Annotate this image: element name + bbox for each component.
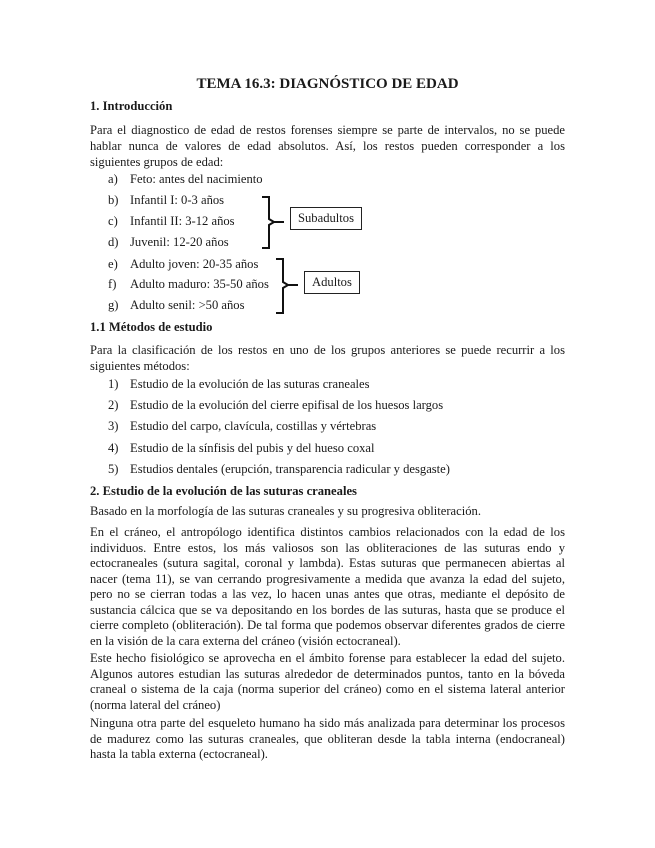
section-heading-metodos: 1.1 Métodos de estudio (90, 320, 213, 334)
list-item: 1) Estudio de la evolución de las suturas craneales (108, 377, 370, 391)
list-item: 3) Estudio del carpo, clavícula, costillas y vértebras (108, 419, 377, 433)
bracket-subadults (262, 197, 274, 248)
bracket-adults (276, 259, 288, 313)
paragraph: En el cráneo, el antropólogo identifica distintos cambios relacionados con la edad de los individuos. Entre estos, los más valiosos son las obliteraciones de las suturas endo y ectocraneales (sutura sagital, coronal y lambda). Estas suturas que permanecen abiertas al nacer (tema 11), se van cerrando progresivamente a medida que avanza la edad del sujeto, pero no se cierran todas a las vez, lo hacen unas antes que otras, mediante el depósito de sustancia cálcica que se va depositando en los bordes de las suturas, hasta que se produce el cierre completo (obliteración). De tal forma que podemos observar diferentes grados de cierre en la visión de la cara externa del cráneo (visión ectocraneal). (90, 525, 565, 648)
list-item: c) Infantil II: 3-12 años (108, 214, 235, 228)
list-item: a) Feto: antes del nacimiento (108, 172, 263, 186)
list-item: e) Adulto joven: 20-35 años (108, 257, 259, 271)
paragraph: Este hecho fisiológico se aprovecha en el ámbito forense para establecer la edad del sujeto. Algunos autores estudian las suturas alrededor de determinados puntos, tanto en la bóveda craneal o sistema de la caja (norma superior del cráneo) como en el sistema lateral anterior (norma lateral del cráneo) (90, 651, 565, 712)
subadults-box: Subadultos (290, 207, 362, 230)
adults-box: Adultos (304, 271, 360, 294)
section-heading-suturas: 2. Estudio de la evolución de las suturas craneales (90, 484, 357, 498)
paragraph: Basado en la morfología de las suturas craneales y su progresiva obliteración. (90, 504, 481, 518)
list-item: b) Infantil I: 0-3 años (108, 193, 225, 207)
list-item: 5) Estudios dentales (erupción, transparencia radicular y desgaste) (108, 462, 450, 476)
intro-paragraph: Para el diagnostico de edad de restos forenses siempre se parte de intervalos, no se puede hablar nunca de valores de edad absolutos. Así, los restos pueden corresponder a los siguientes grupos de edad: (90, 123, 565, 169)
methods-paragraph: Para la clasificación de los restos en uno de los grupos anteriores se puede recurrir a los siguientes métodos: (90, 343, 565, 373)
list-item: f) Adulto maduro: 35-50 años (108, 277, 269, 291)
section-heading-introduccion: 1. Introducción (90, 99, 173, 113)
list-item: 4) Estudio de la sínfisis del pubis y del hueso coxal (108, 441, 375, 455)
list-item: 2) Estudio de la evolución del cierre epifisal de los huesos largos (108, 398, 444, 412)
list-item: g) Adulto senil: >50 años (108, 298, 245, 312)
list-item: d) Juvenil: 12-20 años (108, 235, 229, 249)
document-title: TEMA 16.3: DIAGNÓSTICO DE EDAD (196, 76, 459, 92)
paragraph: Ninguna otra parte del esqueleto humano ha sido más analizada para determinar los procesos de madurez como las suturas craneales, que obliteran desde la tabla interna (endocraneal) hasta la tabla externa (ectocraneal). (90, 716, 565, 761)
